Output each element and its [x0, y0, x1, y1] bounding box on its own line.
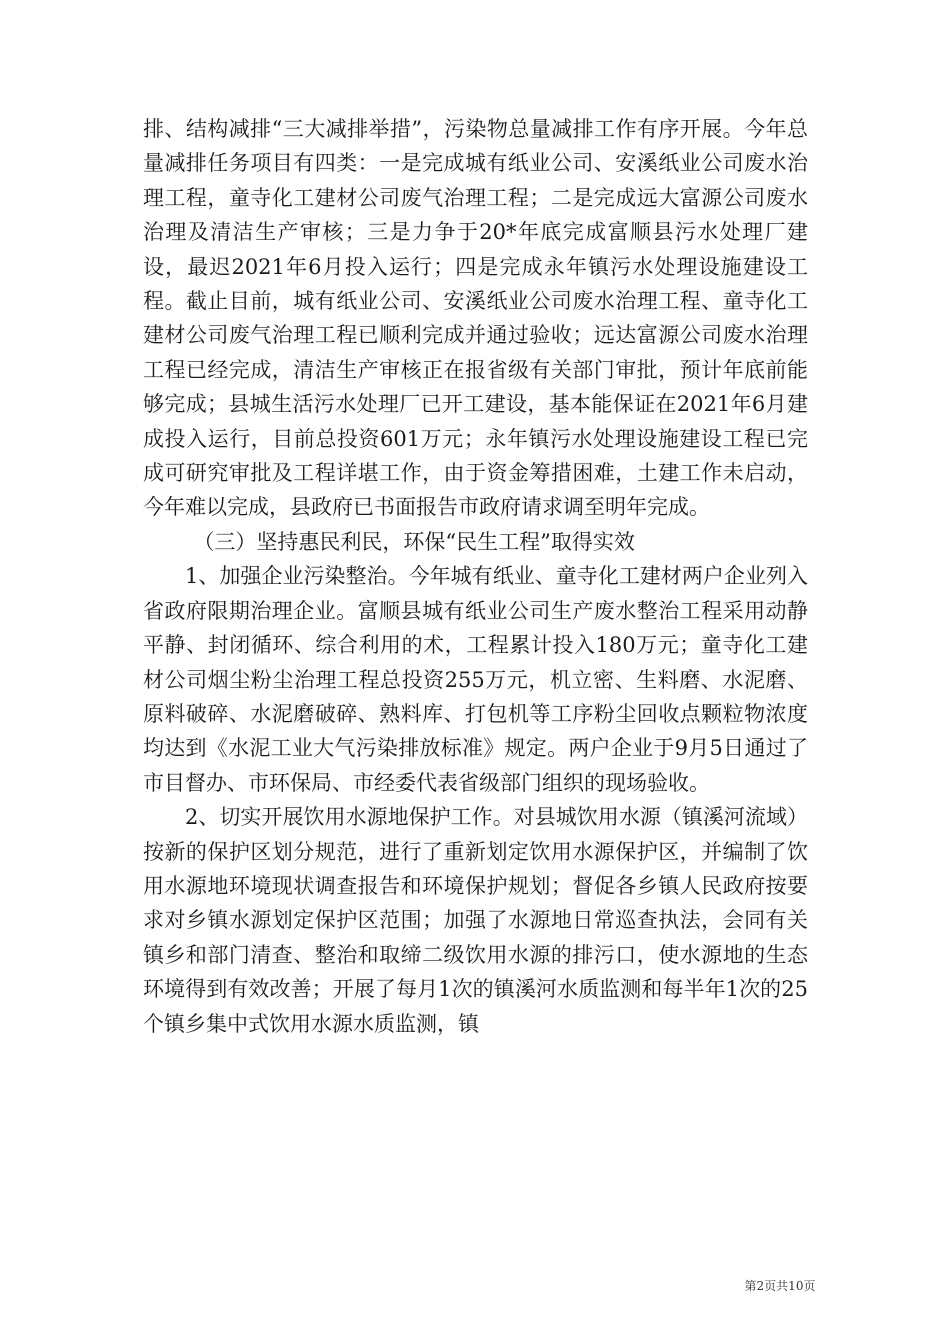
paragraph-enterprise-pollution: 1、加强企业污染整治。今年城有纸业、童寺化工建材两户企业列入省政府限期治理企业。富顺县城有纸业公司生产废水整治工程采用动静平静、封闭循环、综合利用的术，工程累计投入180万元；童寺化工建材公司烟尘粉尘治理工程总投资255万元，机立密、生料磨、水泥磨、原料破碎、水泥磨破碎、熟料库、打包机等工序粉尘回收点颗粒物浓度均达到《水泥工业大气污染排放标准》规定。两户企业于9月5日通过了市目督办、市环保局、市经委代表省级部门组织的现场验收。 — [143, 564, 808, 795]
document-body — [143, 112, 808, 1041]
page-number-footer: 第2页共10页 — [744, 1279, 816, 1293]
paragraph-reduction-tasks: 排、结构减排“三大减排举措”，污染物总量减排工作有序开展。今年总量减排任务项目有四类：一是完成城有纸业公司、安溪纸业公司废水治理工程，童寺化工建材公司废气治理工程；二是完成远大富源公司废水治理及清洁生产审核；三是力争于20*年底完成富顺县污水处理厂建设，最迟2021年6月投入运行；四是完成永年镇污水处理设施建设工程。截止目前，城有纸业公司、安溪纸业公司废水治理工程、童寺化工建材公司废气治理工程已顺利完成并通过验收；远达富源公司废水治理工程已经完成，清洁生产审核正在报省级有关部门审批，预计年底前能够完成；县城生活污水处理厂已开工建设，基本能保证在2021年6月建成投入运行，目前总投资601万元；永年镇污水处理设施建设工程已完成可研究审批及工程详堪工作，由于资金筹措困难，土建工作未启动，今年难以完成，县政府已书面报告市政府请求调至明年完成。 — [143, 117, 808, 520]
section-heading-3: （三）坚持惠民利民，环保“民生工程”取得实效 — [193, 529, 635, 554]
paragraph-water-source-protection: 2、切实开展饮用水源地保护工作。对县城饮用水源（镇溪河流域）按新的保护区划分规范，进行了重新划定饮用水源保护区，并编制了饮用水源地环境现状调查报告和环境保护规划；督促各乡镇人民政府按要求对乡镇水源划定保护区范围；加强了水源地日常巡查执法，会同有关镇乡和部门清查、整治和取缔二级饮用水源的排污口，使水源地的生态环境得到有效改善；开展了每月1次的镇溪河水质监测和每半年1次的25个镇乡集中式饮用水源水质监测，镇 — [143, 805, 808, 1036]
